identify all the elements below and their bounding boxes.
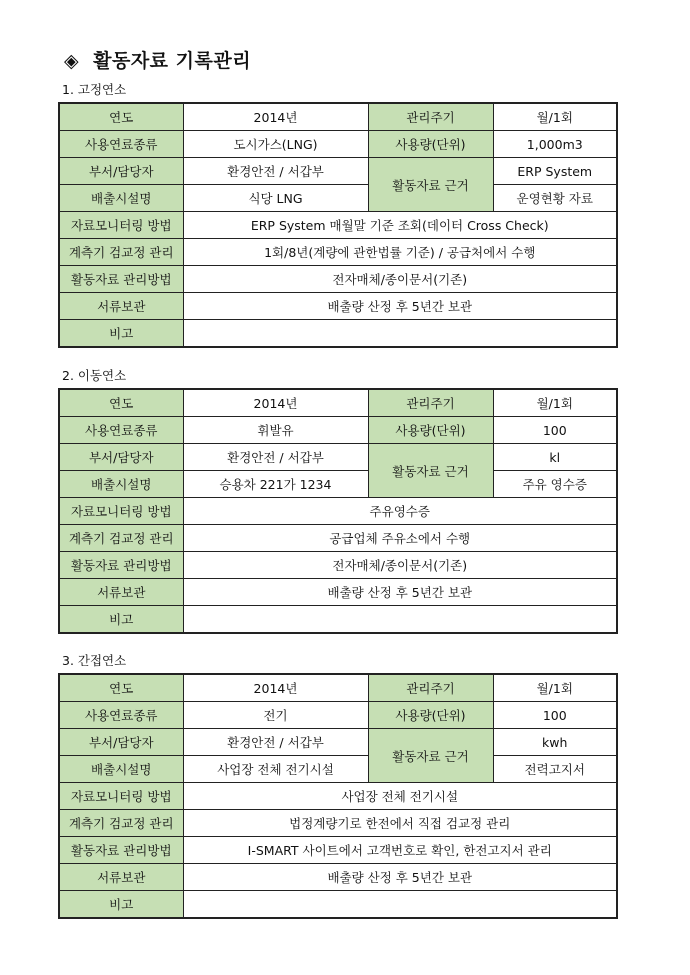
table-row (59, 239, 617, 266)
diamond-bullet-icon: ◈ (64, 50, 80, 72)
facility-value: 사업장 전체 전기시설 (183, 756, 368, 783)
meter-label: 계측기 검교정 관리 (59, 810, 183, 837)
table-row (59, 158, 617, 185)
table-row (59, 212, 617, 239)
storage-value: 배출량 산정 후 5년간 보관 (183, 293, 617, 320)
note-label: 비고 (59, 320, 183, 348)
dept-label: 부서/담당자 (59, 444, 183, 471)
table-row (59, 729, 617, 756)
cycle-value: 월/1회 (493, 389, 617, 417)
monitor-value: 사업장 전체 전기시설 (183, 783, 617, 810)
table-row (59, 864, 617, 891)
table-row (59, 756, 617, 783)
meter-value: 공급업체 주유소에서 수행 (183, 525, 617, 552)
dept-value: 환경안전 / 서갑부 (183, 444, 368, 471)
section-heading: 3. 간접연소 (62, 653, 127, 668)
dept-value: 환경안전 / 서갑부 (183, 158, 368, 185)
year-label: 연도 (59, 674, 183, 702)
meter-value: 법정계량기로 한전에서 직접 검교정 관리 (183, 810, 617, 837)
record-table (58, 673, 618, 919)
table-row (59, 674, 617, 702)
basis-value-1: kl (493, 444, 617, 471)
note-label: 비고 (59, 891, 183, 919)
table-row (59, 837, 617, 864)
table-row (59, 606, 617, 634)
meter-label: 계측기 검교정 관리 (59, 239, 183, 266)
table-row (59, 293, 617, 320)
monitor-label: 자료모니터링 방법 (59, 212, 183, 239)
record-table (58, 388, 618, 634)
facility-value: 식당 LNG (183, 185, 368, 212)
record-table (58, 102, 618, 348)
fuel-value: 휘발유 (183, 417, 368, 444)
page-title (64, 46, 251, 73)
cycle-label: 관리주기 (368, 103, 493, 131)
fuel-label: 사용연료종류 (59, 417, 183, 444)
year-label: 연도 (59, 103, 183, 131)
table-row (59, 185, 617, 212)
table-row (59, 783, 617, 810)
storage-label: 서류보관 (59, 864, 183, 891)
usage-value: 1,000m3 (493, 131, 617, 158)
table-row (59, 471, 617, 498)
facility-label: 배출시설명 (59, 185, 183, 212)
fuel-value: 도시가스(LNG) (183, 131, 368, 158)
basis-value-2: 운영현황 자료 (493, 185, 617, 212)
year-value: 2014년 (183, 389, 368, 417)
manage-value: 전자매체/종이문서(기존) (183, 266, 617, 293)
facility-value: 승용차 221가 1234 (183, 471, 368, 498)
dept-value: 환경안전 / 서갑부 (183, 729, 368, 756)
dept-label: 부서/담당자 (59, 158, 183, 185)
table-row (59, 552, 617, 579)
meter-label: 계측기 검교정 관리 (59, 525, 183, 552)
basis-label: 활동자료 근거 (368, 729, 493, 783)
fuel-label: 사용연료종류 (59, 702, 183, 729)
cycle-label: 관리주기 (368, 674, 493, 702)
cycle-value: 월/1회 (493, 103, 617, 131)
table-row (59, 131, 617, 158)
table-row (59, 103, 617, 131)
storage-value: 배출량 산정 후 5년간 보관 (183, 579, 617, 606)
cycle-label: 관리주기 (368, 389, 493, 417)
monitor-value: ERP System 매월말 기준 조회(데이터 Cross Check) (183, 212, 617, 239)
table-row (59, 891, 617, 919)
basis-value-2: 주유 영수증 (493, 471, 617, 498)
year-value: 2014년 (183, 103, 368, 131)
table-row (59, 702, 617, 729)
monitor-label: 자료모니터링 방법 (59, 783, 183, 810)
dept-label: 부서/담당자 (59, 729, 183, 756)
table-row (59, 579, 617, 606)
basis-label: 활동자료 근거 (368, 444, 493, 498)
manage-label: 활동자료 관리방법 (59, 837, 183, 864)
manage-label: 활동자료 관리방법 (59, 266, 183, 293)
usage-label: 사용량(단위) (368, 417, 493, 444)
basis-value-2: 전력고지서 (493, 756, 617, 783)
usage-value: 100 (493, 702, 617, 729)
manage-label: 활동자료 관리방법 (59, 552, 183, 579)
table-row (59, 417, 617, 444)
facility-label: 배출시설명 (59, 471, 183, 498)
section-heading: 2. 이동연소 (62, 368, 127, 383)
usage-value: 100 (493, 417, 617, 444)
table-row (59, 389, 617, 417)
table-row (59, 444, 617, 471)
basis-value-1: kwh (493, 729, 617, 756)
basis-label: 활동자료 근거 (368, 158, 493, 212)
facility-label: 배출시설명 (59, 756, 183, 783)
note-value (183, 320, 617, 348)
monitor-value: 주유영수증 (183, 498, 617, 525)
fuel-value: 전기 (183, 702, 368, 729)
fuel-label: 사용연료종류 (59, 131, 183, 158)
section-heading: 1. 고정연소 (62, 82, 127, 97)
note-value (183, 606, 617, 634)
table-row (59, 266, 617, 293)
storage-value: 배출량 산정 후 5년간 보관 (183, 864, 617, 891)
basis-value-1: ERP System (493, 158, 617, 185)
manage-value: I-SMART 사이트에서 고객번호로 확인, 한전고지서 관리 (183, 837, 617, 864)
storage-label: 서류보관 (59, 293, 183, 320)
page-title-text: 활동자료 기록관리 (93, 50, 252, 72)
monitor-label: 자료모니터링 방법 (59, 498, 183, 525)
meter-value: 1회/8년(계량에 관한법률 기준) / 공급처에서 수행 (183, 239, 617, 266)
table-row (59, 498, 617, 525)
cycle-value: 월/1회 (493, 674, 617, 702)
table-row (59, 810, 617, 837)
manage-value: 전자매체/종이문서(기존) (183, 552, 617, 579)
storage-label: 서류보관 (59, 579, 183, 606)
year-label: 연도 (59, 389, 183, 417)
table-row (59, 525, 617, 552)
usage-label: 사용량(단위) (368, 702, 493, 729)
year-value: 2014년 (183, 674, 368, 702)
note-label: 비고 (59, 606, 183, 634)
note-value (183, 891, 617, 919)
table-row (59, 320, 617, 348)
usage-label: 사용량(단위) (368, 131, 493, 158)
